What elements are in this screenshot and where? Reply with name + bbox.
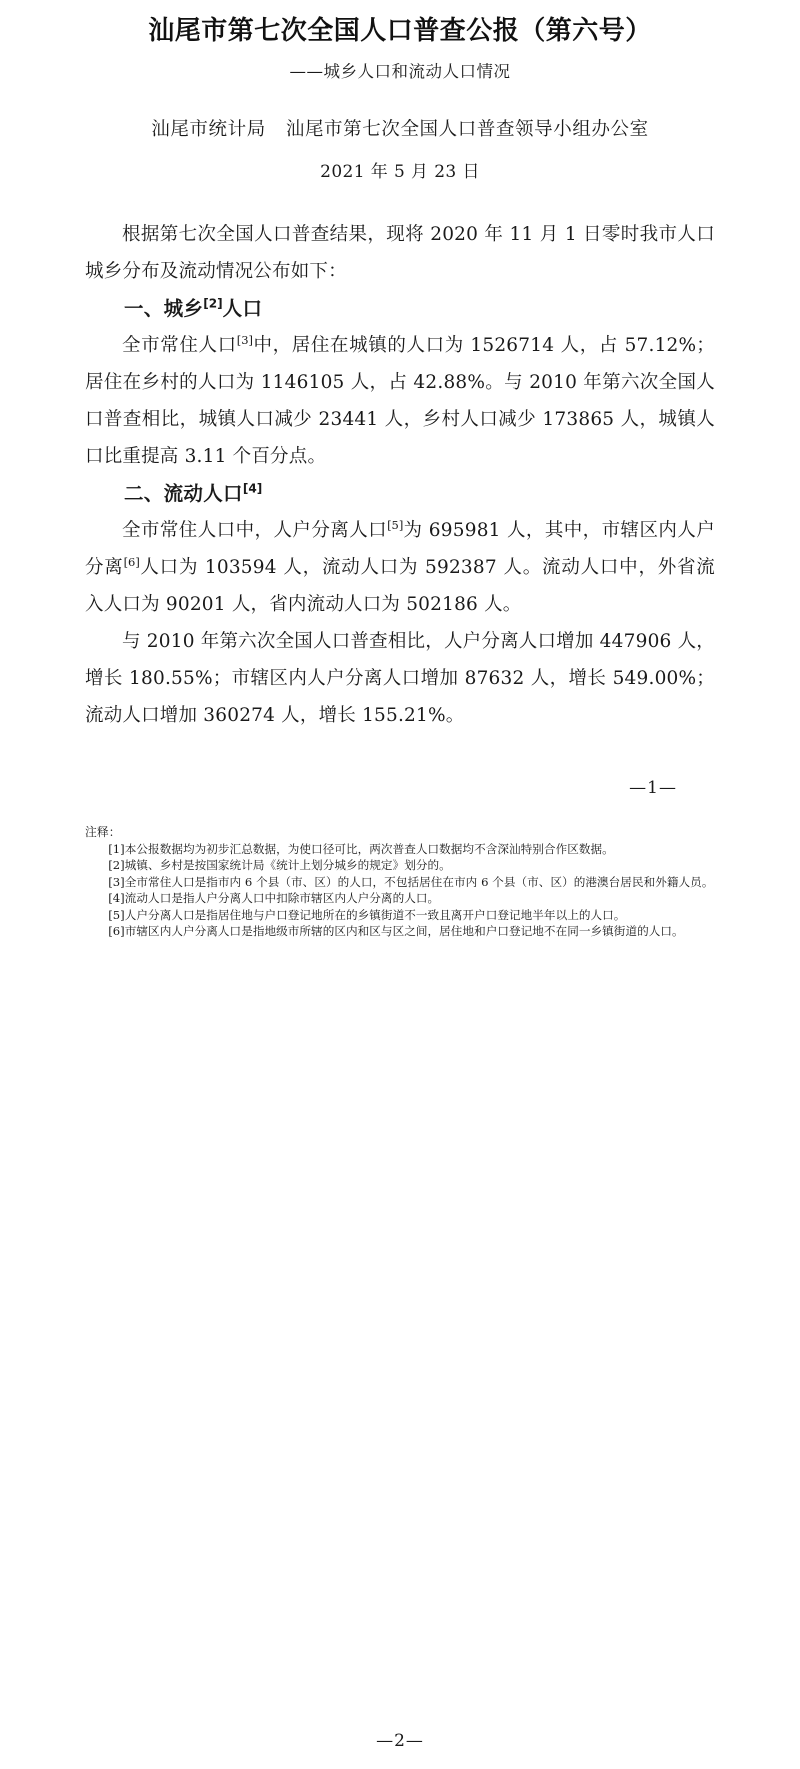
footnote-ref-6: [6] (123, 554, 140, 569)
section2-heading-text: 二、流动人口 (124, 481, 243, 505)
footnote-item: [2]城镇、乡村是按国家统计局《统计上划分城乡的规定》划分的。 (108, 858, 451, 873)
floating-text-part3: 人口为 103594 人，流动人口为 592387 人。流动人口中，外省流入人口为 90201 人，省内流动人口为 502186 人。 (85, 556, 715, 615)
page-marker-top: —1— (629, 777, 677, 798)
footnote-item: [4]流动人口是指人户分离人口中扣除市辖区内人户分离的人口。 (108, 891, 440, 906)
floating-population-paragraph (85, 512, 715, 623)
floating-text-part2: 为 695981 人，其中，市辖区内人户分离 (85, 519, 715, 578)
floating-text-part1: 全市常住人口中，人户分离人口 (122, 519, 388, 541)
footnote-ref-5: [5] (387, 517, 404, 532)
intro-paragraph: 根据第七次全国人口普查结果，现将 2020 年 11 月 1 日零时我市人口城乡分布及流动情况公布如下： (85, 223, 715, 282)
urban-rural-text-part1: 全市常住人口 (122, 334, 237, 356)
document-subtitle: ——城乡人口和流动人口情况 (289, 62, 511, 82)
section-heading-urban-rural (85, 290, 715, 327)
footnote-item: [6]市辖区内人户分离人口是指地级市所辖的区内和区与区之间，居住地和户口登记地不在同一乡镇街道的人口。 (108, 924, 684, 939)
issuer-secondary: 汕尾市第七次全国人口普查领导小组办公室 (285, 119, 649, 141)
page-title: 汕尾市第七次全国人口普查公报（第六号） (148, 16, 652, 46)
footnotes-section (85, 824, 715, 940)
publication-date: 2021 年 5 月 23 日 (320, 161, 480, 182)
issuing-agencies (85, 116, 715, 144)
document-body (85, 216, 715, 734)
footnote-ref-2: [2] (203, 296, 223, 311)
footnote-item: [5]人户分离人口是指居住地与户口登记地所在的乡镇街道不一致且离开户口登记地半年以上的人口。 (108, 907, 626, 922)
footnotes-heading: 注释： (85, 824, 121, 839)
section-heading-floating-population (85, 475, 715, 512)
urban-rural-paragraph (85, 327, 715, 475)
footnote-item: [3]全市常住人口是指市内 6 个县（市、区）的人口，不包括居住在市内 6 个县（市、区）的港澳台居民和外籍人员。 (108, 874, 714, 889)
footnote-ref-4: [4] (242, 481, 263, 496)
urban-rural-text-part2: 中，居住在城镇的人口为 1526714 人，占 57.12%；居住在乡村的人口为 1146105 人，占 42.88%。与 2010 年第六次全国人口普查相比，城镇人口减少 23441 人，乡村人口减少 173865 人，城镇人口比重提高 3.11 个百分点。 (85, 334, 716, 467)
page-marker-bottom: —2— (376, 1731, 424, 1751)
section1-heading-suffix: 人口 (222, 296, 263, 320)
issuer-primary: 汕尾市统计局 (151, 119, 266, 141)
section1-heading-text: 一、城乡 (124, 296, 204, 320)
footnote-item: [1]本公报数据均为初步汇总数据，为使口径可比，两次普查人口数据均不含深汕特别合作区数据。 (108, 841, 614, 856)
comparison-paragraph: 与 2010 年第六次全国人口普查相比，人户分离人口增加 447906 人，增长 180.55%；市辖区内人户分离人口增加 87632 人，增长 549.00%；流动人口增加 360274 人，增长 155.21%。 (85, 630, 715, 726)
footnote-ref-3: [3] (236, 332, 254, 347)
